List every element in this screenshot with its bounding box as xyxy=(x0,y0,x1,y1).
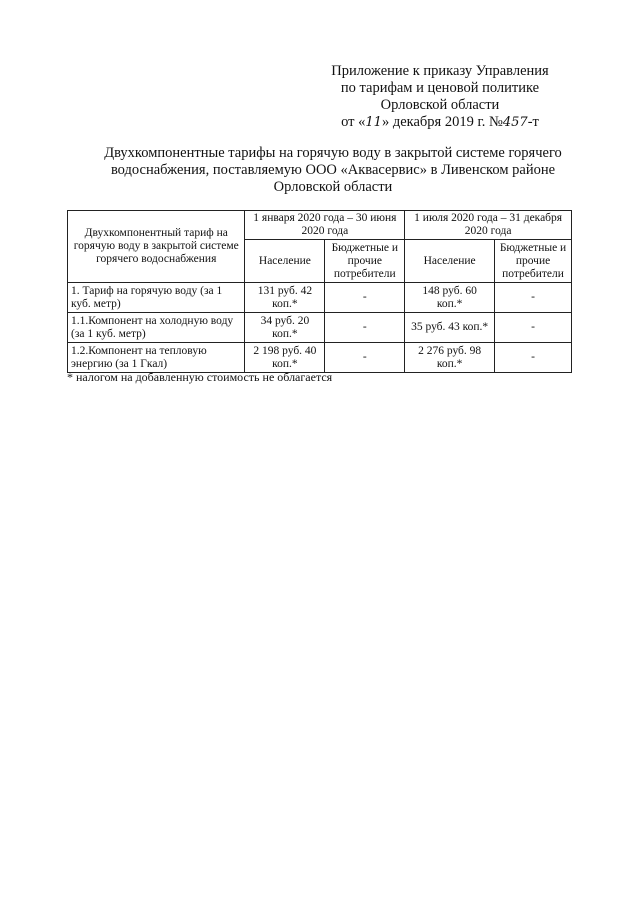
date-prefix: от « xyxy=(341,114,366,130)
table-row xyxy=(68,313,572,343)
period-2-header: 1 июля 2020 года – 31 декабря 2020 года xyxy=(405,211,572,240)
p2-population-value: 35 руб. 43 коп.* xyxy=(405,313,495,343)
document-title: Двухкомпонентные тарифы на горячую воду в закрытой системе горячего водоснабжения, поставляемую ООО «Аквасервис» в Ливенском районе Орловской области xyxy=(104,145,562,195)
header-line-3: Орловской области xyxy=(380,97,500,113)
column-header-tariff: Двухкомпонентный тариф на горячую воду в закрытой системе горячего водоснабжения xyxy=(68,211,245,283)
p2-budget-header: Бюджетные и прочие потребители xyxy=(495,240,572,283)
appendix-header xyxy=(295,63,585,131)
p1-budget-value: - xyxy=(325,313,405,343)
p2-budget-value: - xyxy=(495,313,572,343)
p2-population-value: 2 276 руб. 98 коп.* xyxy=(405,343,495,373)
order-number: 457 xyxy=(502,115,528,130)
header-line-1: Приложение к приказу Управления xyxy=(331,63,549,79)
table-row xyxy=(68,343,572,373)
date-middle: » декабря 2019 г. № xyxy=(381,114,503,130)
p1-population-value: 34 руб. 20 коп.* xyxy=(245,313,325,343)
p1-budget-header: Бюджетные и прочие потребители xyxy=(325,240,405,283)
p1-population-value: 2 198 руб. 40 коп.* xyxy=(245,343,325,373)
number-suffix: -т xyxy=(527,114,539,130)
p2-population-header: Население xyxy=(405,240,495,283)
row-name: 1.2.Компонент на тепловую энергию (за 1 Гкал) xyxy=(68,343,245,373)
p1-budget-value: - xyxy=(325,343,405,373)
table-row xyxy=(68,283,572,313)
p1-population-header: Население xyxy=(245,240,325,283)
row-name: 1. Тариф на горячую воду (за 1 куб. метр) xyxy=(68,283,245,313)
p1-budget-value: - xyxy=(325,283,405,313)
header-line-2: по тарифам и ценовой политике xyxy=(340,80,540,96)
p1-population-value: 131 руб. 42 коп.* xyxy=(245,283,325,313)
tariff-table xyxy=(67,210,572,373)
header-date-line xyxy=(295,114,585,131)
p2-budget-value: - xyxy=(495,343,572,373)
p2-budget-value: - xyxy=(495,283,572,313)
p2-population-value: 148 руб. 60 коп.* xyxy=(405,283,495,313)
row-name: 1.1.Компонент на холодную воду (за 1 куб. метр) xyxy=(68,313,245,343)
vat-footnote: * налогом на добавленную стоимость не облагается xyxy=(67,370,333,384)
table-header-row-1 xyxy=(68,211,572,240)
period-1-header: 1 января 2020 года – 30 июня 2020 года xyxy=(245,211,405,240)
order-day: 11 xyxy=(365,115,382,130)
